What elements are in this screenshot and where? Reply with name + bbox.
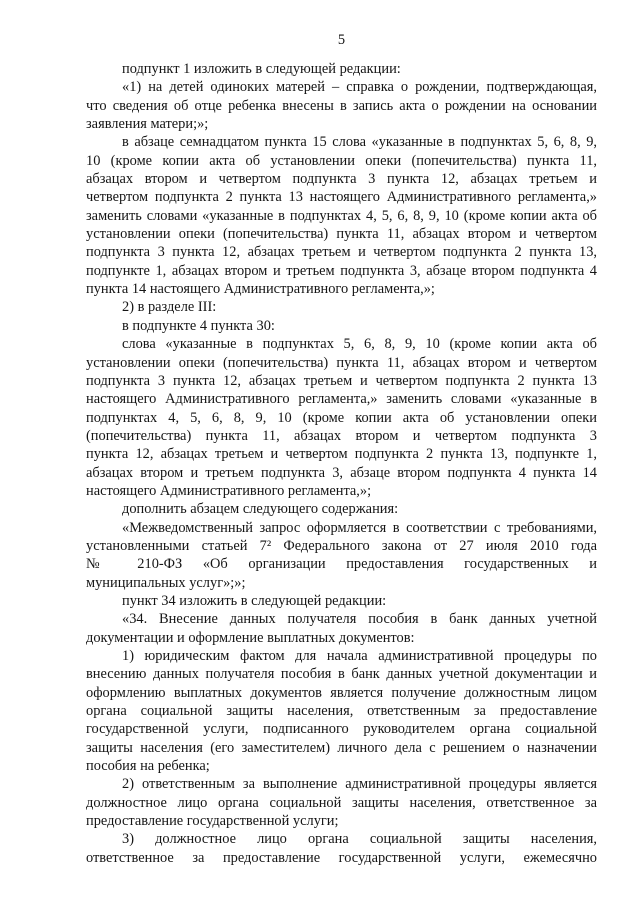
text-line: муниципальных услуг»;»; [86,574,246,591]
paragraph [86,60,597,78]
text-line: пункт 34 изложить в следующей редакции: [122,592,387,609]
text-line: «1) на детей одиноких матерей – справка о рождении, подтверждающая, [122,79,597,96]
text-line: должностное лицо органа социальной защиты населения, ответственное за [86,794,597,811]
text-line: № 210-ФЗ «Об организации предоставления государственных и [86,556,597,573]
text-line: 1) юридическим фактом для начала административной процедуры по [122,648,597,664]
text-line: что сведения об отце ребенка внесены в запись акта о рождении на основании [86,97,597,114]
text-line: подпункт 1 изложить в следующей редакции: [122,61,401,77]
text-line: пособия на ребенка; [86,758,210,775]
text-line: установленными статьей 7² Федерального закона от 27 июля 2010 года [86,537,597,554]
page-number: 5 [337,32,346,48]
text-line: «34. Внесение данных получателя пособия в банк данных учетной [122,611,597,628]
document-body [86,60,597,867]
text-line: предоставление государственной услуги; [86,813,339,830]
text-line: пункта 12, абзацах третьем и четвертом подпункта 2 пункта 13, подпункте 1, [86,446,597,463]
text-line: защиты населения (его заместителем) личного дела с решением о назначении [86,739,597,756]
paragraph [86,519,597,592]
text-line: 3) должностное лицо органа социальной защиты населения, [122,831,597,848]
text-line: подпунктах 4, 5, 6, 8, 9, 10 (кроме копии акта об установлении опеки [86,409,597,426]
paragraph [86,592,597,610]
paragraph [86,647,597,775]
paragraph [86,335,597,500]
text-line: четвертом подпункта 2 пункта 13 настоящего Административного регламента,» [86,189,597,206]
text-line: документации и оформление выплатных документов: [86,629,415,646]
text-line: подпункта 3 пункта 12, абзацах третьем и четвертом подпункта 2 пункта 13 [86,372,597,389]
paragraph [86,317,597,335]
text-line: слова «указанные в подпунктах 5, 6, 8, 9, 10 (кроме копии акта об [122,336,597,353]
text-line: настоящего Административного регламента,» заменить словами «указанные в [86,391,597,408]
text-line: дополнить абзацем следующего содержания: [122,501,399,518]
text-line: абзацах втором и четвертом подпункта 3 пункта 12, абзацах третьем и [86,171,597,188]
paragraph [86,500,597,518]
paragraph [86,775,597,830]
text-line: 2) в разделе III: [122,299,217,316]
text-line: абзацах втором и третьем подпункта 3, абзаце втором подпункта 4 пункта 14 [86,464,597,481]
text-line: настоящего Административного регламента,»; [86,482,372,499]
text-line: установлении опеки (попечительства) пункта 11, абзацах втором и четвертом [86,354,597,371]
paragraph [86,298,597,316]
text-line: установлении опеки (попечительства) пункта 11, абзацах втором и четвертом [86,226,597,243]
paragraph [86,133,597,298]
text-line: в абзаце семнадцатом пункта 15 слова «указанные в подпунктах 5, 6, 8, 9, [122,134,597,151]
text-line: ответственное за предоставление государственной услуги, ежемесячно [86,849,597,866]
text-line: государственной услуги, подписанного руководителем органа социальной [86,721,597,738]
text-line: пункта 14 настоящего Административного регламента,»; [86,281,435,298]
paragraph [86,610,597,647]
text-line: оформлению выплатных документов является получение должностным лицом [86,684,597,701]
text-line: в подпункте 4 пункта 30: [122,317,275,334]
text-line: «Межведомственный запрос оформляется в соответствии с требованиями, [122,519,597,536]
text-line: (попечительства) пункта 11, абзацах втором и четвертом подпункта 3 [86,427,597,444]
text-line: подпункте 1, абзацах втором и третьем подпункта 3, абзаце втором подпункта 4 [86,262,597,279]
text-line: органа социальной защиты населения, ответственным за предоставление [86,703,597,720]
text-line: подпункта 3 пункта 12, абзацах третьем и четвертом подпункта 2 пункта 13, [86,244,597,261]
text-line: заявления матери;»; [86,116,209,133]
text-line: 2) ответственным за выполнение административной процедуры является [122,776,597,793]
paragraph [86,78,597,133]
text-line: 10 (кроме копии акта об установлении опеки (попечительства) пункта 11, [86,152,597,169]
text-line: заменить словами «указанные в подпунктах 4, 5, 6, 8, 9, 10 (кроме копии акта об [86,207,597,224]
paragraph [86,830,597,867]
text-line: внесению данных получателя пособия в банк данных учетной документации и [86,666,597,683]
